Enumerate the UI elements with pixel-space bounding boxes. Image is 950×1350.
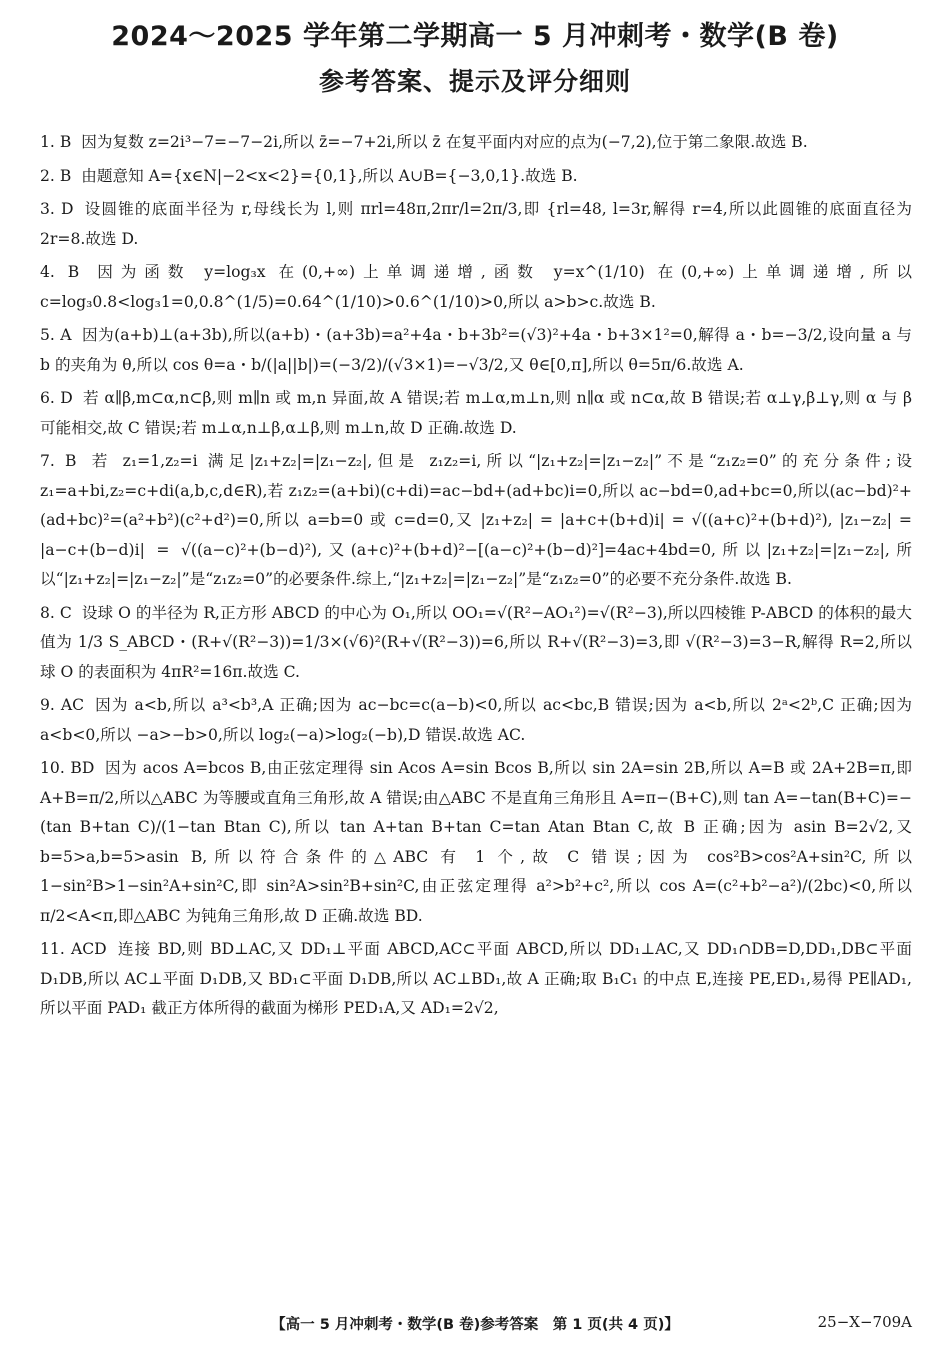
answer-item-1: [40, 128, 912, 158]
answer-label: 2. B: [40, 166, 72, 185]
answer-item-5: [40, 321, 912, 380]
answer-item-10: [40, 754, 912, 931]
answer-label: 6. D: [40, 389, 73, 407]
footer-doc-code: 25−X−709A: [817, 1313, 912, 1331]
answer-label: 9. AC: [40, 696, 85, 714]
answer-text: 连接 BD,则 BD⊥AC,又 DD₁⊥平面 ABCD,AC⊂平面 ABCD,所以 DD₁⊥AC,又 DD₁∩DB=D,DD₁,DB⊂平面 D₁DB,所以 AC⊥平面 D₁DB,又 BD₁⊂平面 D₁DB,所以 AC⊥BD₁,故 A 正确;取 B₁C₁ 的中点 E,连接 PE,ED₁,易得 PE∥AD₁,所以平面 PAD₁ 截正方体所得的截面为梯形 PED₁A,又 AD₁=2√2,: [40, 940, 913, 1017]
answer-text: 因为复数 z=2i³−7=−7−2i,所以 z̄=−7+2i,所以 z̄ 在复平面内对应的点为(−7,2),位于第二象限.故选 B.: [81, 133, 808, 151]
answer-item-9: [40, 691, 912, 750]
answer-label: 10. BD: [40, 759, 95, 777]
answer-text: 设球 O 的半径为 R,正方形 ABCD 的中心为 O₁,所以 OO₁=√(R²−AO₁²)=√(R²−3),所以四棱锥 P-ABCD 的体积的最大值为 1/3 S_ABCD・(R+√(R²−3))=1/3×(√6)²(R+√(R²−3))=6,所以 R+√(R²−3)=3,即 √(R²−3)=3−R,解得 R=2,所以球 O 的表面积为 4πR²=16π.故选 C.: [40, 603, 912, 681]
page-footer: [0, 1313, 950, 1339]
answer-text: 因为(a+b)⊥(a+3b),所以(a+b)・(a+3b)=a²+4a・b+3b²=(√3)²+4a・b+3×1²=0,解得 a・b=−3/2,设向量 a 与 b 的夹角为 θ,所以 cos θ=a・b/(|a||b|)=(−3/2)/(√3×1)=−√3/2,又 θ∈[0,π],所以 θ=5π/6.故选 A.: [40, 326, 912, 374]
answer-label: 7. B: [40, 452, 77, 470]
answer-text: 设圆锥的底面半径为 r,母线长为 l,则 πrl=48π,2πr/l=2π/3,即 {rl=48, l=3r,解得 r=4,所以此圆锥的底面直径为 2r=8.故选 D.: [40, 200, 912, 248]
answer-item-4: [40, 258, 912, 317]
answer-text: 由题意知 A={x∈N|−2<x<2}={0,1},所以 A∪B={−3,0,1}.故选 B.: [81, 166, 578, 185]
answer-label: 4. B: [40, 263, 80, 281]
answer-text: 因为 acos A=bcos B,由正弦定理得 sin Acos A=sin Bcos B,所以 sin 2A=sin 2B,所以 A=B 或 2A+2B=π,即 A+B=π/2,所以△ABC 为等腰或直角三角形,故 A 错误;由△ABC 不是直角三角形且 A=π−(B+C),则 tan A=−tan(B+C)=−(tan B+tan C)/(1−tan Btan C),所以 tan A+tan B+tan C=tan Atan Btan C,故 B 正确;因为 asin B=2√2,又 b=5>a,b=5>asin B,所以符合条件的△ABC 有 1 个,故 C 错误;因为 cos²B>cos²A+sin²C,所以 1−sin²B>1−sin²A+sin²C,即 sin²A>sin²B+sin²C,由正弦定理得 a²>b²+c²,所以 cos A=(c²+b²−a²)/(2bc)<0,所以 π/2<A<π,即△ABC 为钝角三角形,故 D 正确.故选 BD.: [40, 759, 913, 925]
answer-item-2: [40, 162, 912, 192]
answer-item-3: [40, 195, 912, 254]
answer-label: 1. B: [40, 133, 72, 151]
answer-text: 因为 a<b,所以 a³<b³,A 正确;因为 ac−bc=c(a−b)<0,所以 ac<bc,B 错误;因为 a<b,所以 2ᵃ<2ᵇ,C 正确;因为 a<b<0,所以 −a>−b>0,所以 log₂(−a)>log₂(−b),D 错误.故选 AC.: [40, 696, 912, 744]
answer-label: 8. C: [40, 603, 72, 622]
answer-item-8: [40, 599, 912, 688]
answer-list: [40, 128, 912, 1028]
answer-label: 11. ACD: [40, 940, 107, 958]
answer-label: 3. D: [40, 200, 74, 218]
page-title: 2024～2025 学年第二学期高一 5 月冲刺考・数学(B 卷): [111, 21, 839, 52]
page-subtitle: 参考答案、提示及评分细则: [318, 67, 631, 96]
answer-item-11: [40, 935, 912, 1024]
answer-text: 若 z₁=1,z₂=i 满足|z₁+z₂|=|z₁−z₂|,但是 z₁z₂=i,所以“|z₁+z₂|=|z₁−z₂|”不是“z₁z₂=0”的充分条件;设 z₁=a+bi,z₂=c+di(a,b,c,d∈R),若 z₁z₂=(a+bi)(c+di)=ac−bd+(ad+bc)i=0,所以 ac−bd=0,ad+bc=0,所以(ac−bd)²+(ad+bc)²=(a²+b²)(c²+d²)=0,所以 a=b=0 或 c=d=0,又 |z₁+z₂| = |a+c+(b+d)i| = √((a+c)²+(b+d)²), |z₁−z₂| = |a−c+(b−d)i| = √((a−c)²+(b−d)²),又(a+c)²+(b+d)²−[(a−c)²+(b−d)²]=4ac+4bd=0,所以|z₁+z₂|=|z₁−z₂|,所以“|z₁+z₂|=|z₁−z₂|”是“z₁z₂=0”的必要条件.综上,“|z₁+z₂|=|z₁−z₂|”是“z₁z₂=0”的必要不充分条件.故选 B.: [40, 452, 912, 588]
answer-label: 5. A: [40, 326, 72, 344]
answer-item-6: [40, 384, 912, 443]
answer-text: 若 α∥β,m⊂α,n⊂β,则 m∥n 或 m,n 异面,故 A 错误;若 m⊥α,m⊥n,则 n∥α 或 n⊂α,故 B 错误;若 α⊥γ,β⊥γ,则 α 与 β 可能相交,故 C 错误;若 m⊥α,n⊥β,α⊥β,则 m⊥n,故 D 正确.故选 D.: [40, 389, 912, 437]
footer-page-info: 【高一 5 月冲刺考・数学(B 卷)参考答案 第 1 页(共 4 页)】: [271, 1317, 679, 1333]
answer-text: 因为函数 y=log₃x 在(0,+∞)上单调递增,函数 y=x^(1/10) 在(0,+∞)上单调递增,所以 c=log₃0.8<log₃1=0,0.8^(1/5)=0.64^(1/10)>0.6^(1/10)>0,所以 a>b>c.故选 B.: [40, 263, 912, 311]
answer-item-7: [40, 447, 912, 595]
